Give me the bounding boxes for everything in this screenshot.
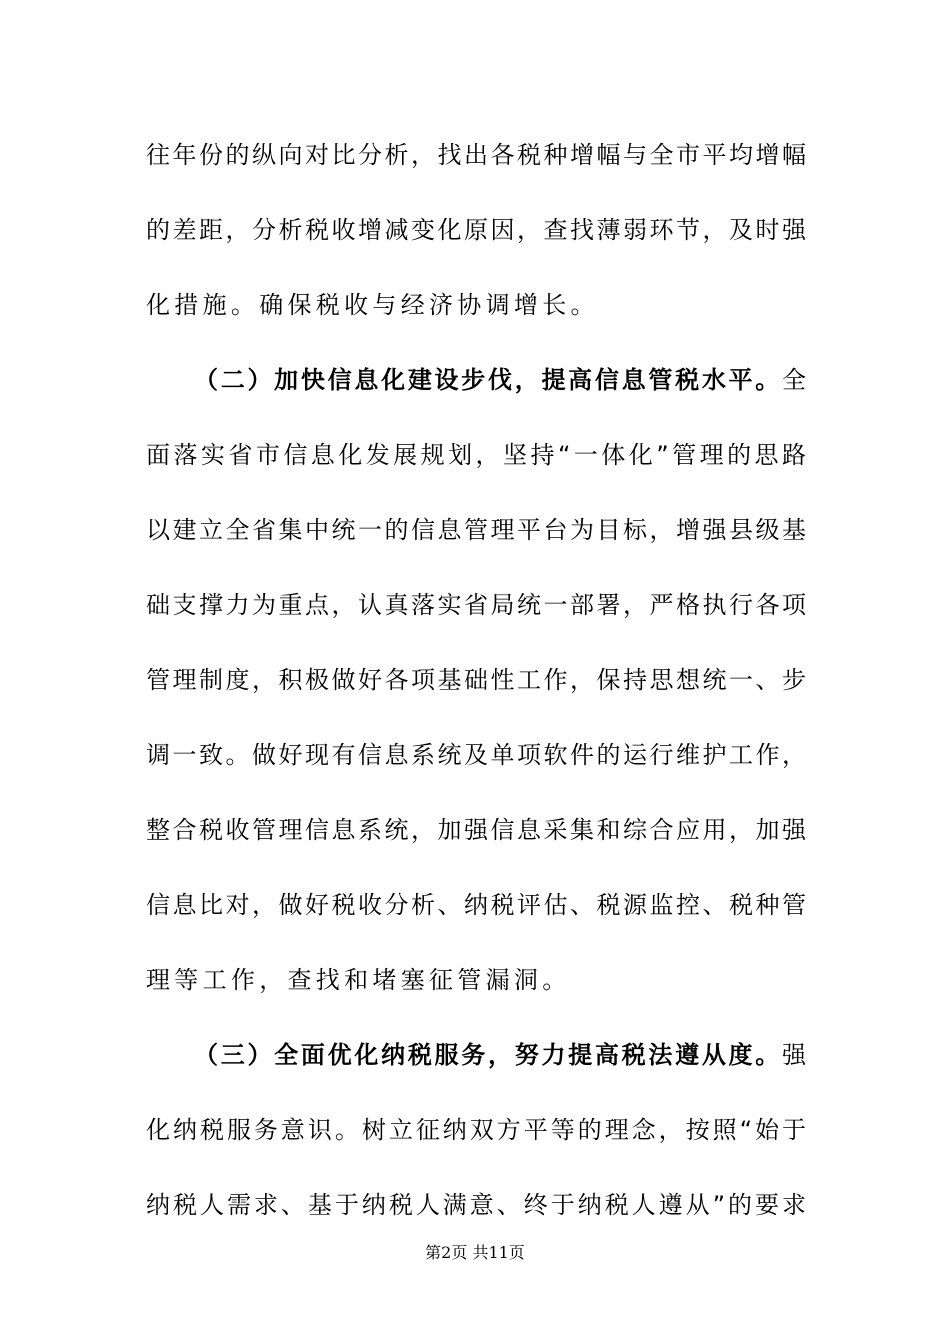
text-line: 信息比对，做好税收分析、纳税评估、税源监控、税种管 xyxy=(146,891,806,919)
section-heading: （二）加快信息化建设步伐，提高信息管税水平。 xyxy=(194,366,782,394)
section-heading: （三）全面优化纳税服务，努力提高税法遵从度。 xyxy=(194,1041,782,1069)
page-footer xyxy=(0,1240,950,1263)
text-line: 管理制度，积极做好各项基础性工作，保持思想统一、步 xyxy=(146,666,806,694)
text-line: 纳税人需求、基于纳税人满意、终于纳税人遵从”的要求 xyxy=(146,1191,806,1219)
text-line: 往年份的纵向对比分析，找出各税种增幅与全市平均增幅 xyxy=(146,141,806,169)
page-number: 第2页 共11页 xyxy=(425,1243,525,1262)
text-line: 以建立全省集中统一的信息管理平台为目标，增强县级基 xyxy=(146,516,806,544)
text-line: 理等工作，查找和堵塞征管漏洞。 xyxy=(146,966,571,994)
text-line: 化措施。确保税收与经济协调增长。 xyxy=(146,291,599,319)
text-line: 的差距，分析税收增减变化原因，查找薄弱环节，及时强 xyxy=(146,216,806,244)
text-line: 调一致。做好现有信息系统及单项软件的运行维护工作， xyxy=(146,741,806,769)
text-line: 面落实省市信息化发展规划，坚持“一体化”管理的思路 xyxy=(146,441,806,469)
text-line: 整合税收管理信息系统，加强信息采集和综合应用，加强 xyxy=(146,816,806,844)
text-line: 化纳税服务意识。树立征纳双方平等的理念，按照“始于 xyxy=(146,1116,806,1144)
body-text xyxy=(146,118,806,1243)
section-heading-line: （三）全面优化纳税服务，努力提高税法遵从度。强 xyxy=(194,1041,806,1069)
section-heading-line: （二）加快信息化建设步伐，提高信息管税水平。全 xyxy=(194,366,806,394)
text-line: 础支撑力为重点，认真落实省局统一部署，严格执行各项 xyxy=(146,591,806,619)
